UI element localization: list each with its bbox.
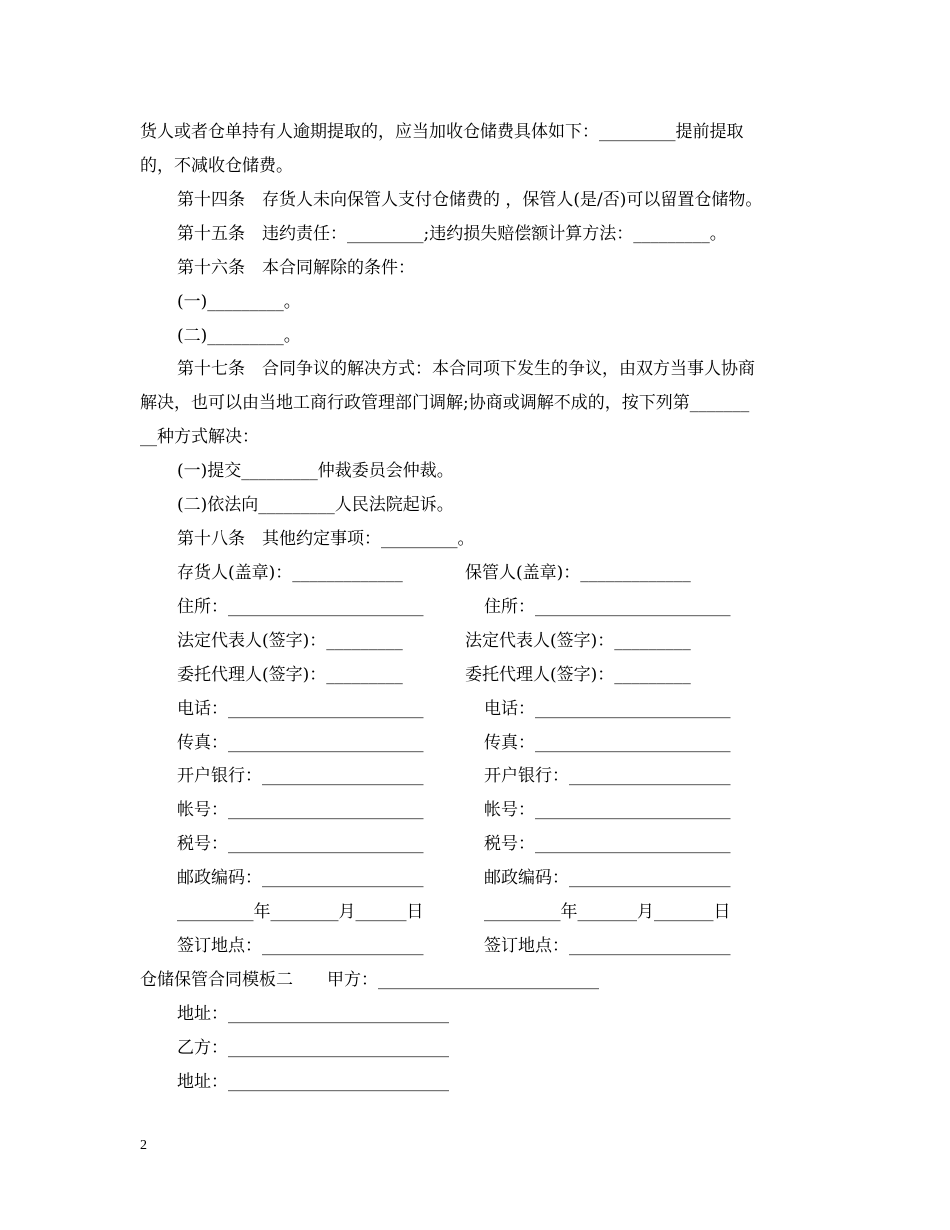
keeper-phone-field: 电话：_______________________ <box>484 699 731 719</box>
depositor-tax-field: 税号：_______________________ <box>177 834 424 854</box>
depositor-legal-rep-field: 法定代表人(签字)：_________ <box>177 631 403 651</box>
depositor-postcode-field: 邮政编码：___________________ <box>177 868 424 888</box>
depositor-date-field: _________年________月______日 <box>177 902 424 922</box>
keeper-bank-field: 开户银行：___________________ <box>484 766 731 786</box>
article-18: 第十八条 其他约定事项：_________。 <box>177 529 475 549</box>
party-b-field: 乙方：__________________________ <box>177 1038 449 1058</box>
body-line: 解决，也可以由当地工商行政管理部门调解;协商或调解不成的，按下列第_______ <box>140 393 750 413</box>
depositor-agent-field: 委托代理人(签字)：_________ <box>177 665 403 685</box>
page-number: 2 <box>140 1138 147 1153</box>
body-line: 货人或者仓单持有人逾期提取的，应当加收仓储费具体如下：_________提前提取 <box>140 122 744 142</box>
body-line: 的，不减收仓储费。 <box>140 156 293 176</box>
keeper-tax-field: 税号：_______________________ <box>484 834 731 854</box>
article-14: 第十四条 存货人未向保管人支付仓储费的 ，保管人(是/否)可以留置仓储物。 <box>177 190 763 210</box>
depositor-address-field: 住所：_______________________ <box>177 597 424 617</box>
party-a-address-field: 地址：__________________________ <box>177 1004 449 1024</box>
template-two-heading: 仓储保管合同模板二 甲方：__________________________ <box>140 970 599 990</box>
depositor-fax-field: 传真：_______________________ <box>177 733 424 753</box>
keeper-date-field: _________年_______月_______日 <box>484 902 731 922</box>
keeper-account-field: 帐号：_______________________ <box>484 800 731 820</box>
dispute-option-2: (二)依法向_________人民法院起诉。 <box>177 495 454 515</box>
keeper-seal-field: 保管人(盖章)：_____________ <box>465 563 691 583</box>
condition-2: (二)_________。 <box>177 326 301 346</box>
article-15: 第十五条 违约责任：_________;违约损失赔偿额计算方法：_________。 <box>177 224 727 244</box>
keeper-place-field: 签订地点：___________________ <box>484 936 731 956</box>
depositor-account-field: 帐号：_______________________ <box>177 800 424 820</box>
keeper-postcode-field: 邮政编码：___________________ <box>484 868 731 888</box>
keeper-legal-rep-field: 法定代表人(签字)：_________ <box>465 631 691 651</box>
keeper-fax-field: 传真：_______________________ <box>484 733 731 753</box>
party-b-address-field: 地址：__________________________ <box>177 1072 449 1092</box>
depositor-seal-field: 存货人(盖章)：_____________ <box>177 563 403 583</box>
depositor-bank-field: 开户银行：___________________ <box>177 766 424 786</box>
condition-1: (一)_________。 <box>177 292 301 312</box>
article-17: 第十七条 合同争议的解决方式：本合同项下发生的争议，由双方当事人协商 <box>177 359 755 379</box>
article-16: 第十六条 本合同解除的条件： <box>177 258 415 278</box>
depositor-place-field: 签订地点：___________________ <box>177 936 424 956</box>
keeper-address-field: 住所：_______________________ <box>484 597 731 617</box>
depositor-phone-field: 电话：_______________________ <box>177 699 424 719</box>
dispute-option-1: (一)提交_________仲裁委员会仲裁。 <box>177 461 454 481</box>
body-line: __种方式解决： <box>140 427 259 447</box>
keeper-agent-field: 委托代理人(签字)：_________ <box>465 665 691 685</box>
